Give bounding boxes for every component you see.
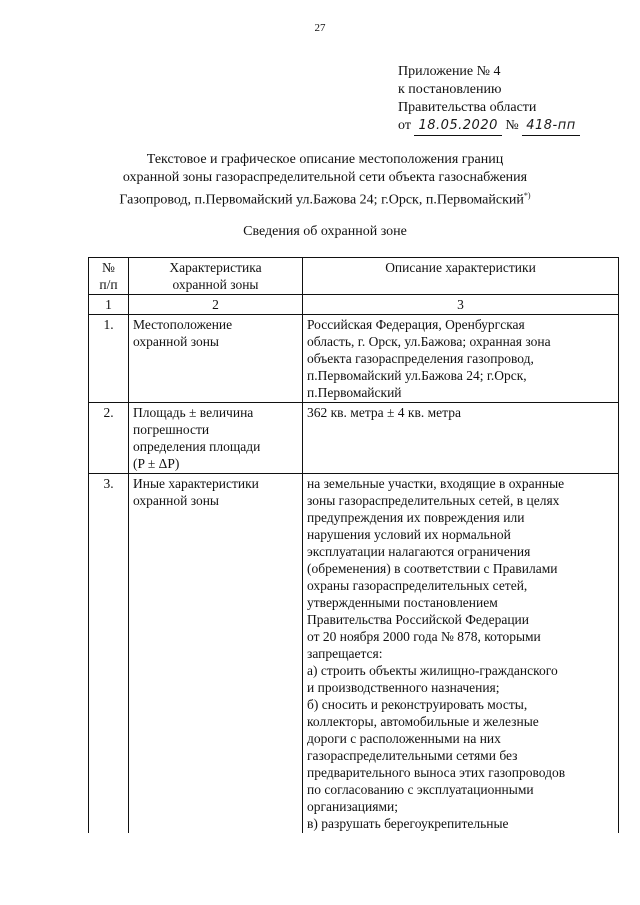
characteristic-line: охранной зоны: [133, 493, 220, 508]
description-line: предварительного выноса этих газопроводов: [307, 765, 566, 780]
header-num: [89, 258, 129, 295]
description-line: в) разрушать берегоукрепительные: [307, 816, 509, 831]
description-line: Правительства Российской Федерации: [307, 612, 529, 627]
row-number: 3.: [89, 474, 129, 834]
table-header-row: [89, 258, 619, 295]
handwritten-date: 18.05.2020: [414, 117, 501, 136]
header-characteristic: [129, 258, 303, 295]
column-number: 3: [303, 295, 619, 315]
header-num-line-2: п/п: [99, 277, 118, 292]
description-line: организациями;: [307, 799, 398, 814]
description-line: а) строить объекты жилищно-гражданского: [307, 663, 558, 678]
header-char-line-1: Характеристика: [169, 260, 262, 275]
description-line: область, г. Орск, ул.Бажова; охранная зона: [307, 334, 551, 349]
characteristic-line: (P ± ΔP): [133, 456, 180, 471]
header-description: Описание характеристики: [303, 258, 619, 295]
title-line-3-text: Газопровод, п.Первомайский ул.Бажова 24; г.Орск, п.Первомайский: [119, 192, 524, 208]
row-characteristic: [129, 315, 303, 403]
header-num-line-1: №: [102, 260, 115, 275]
description-line: п.Первомайский: [307, 385, 402, 400]
description-line: нарушения условий их нормальной: [307, 527, 511, 542]
row-characteristic: [129, 403, 303, 474]
description-line: п.Первомайский ул.Бажова 24; г.Орск,: [307, 368, 527, 383]
description-line: и производственного назначения;: [307, 680, 500, 695]
footnote-mark: *): [523, 191, 531, 200]
description-line: газораспределительными сетями без: [307, 748, 518, 763]
table-row: [89, 403, 619, 474]
description-line: эксплуатации налагаются ограничения: [307, 544, 531, 559]
appendix-block: [398, 63, 580, 136]
row-description: [303, 315, 619, 403]
characteristic-line: охранной зоны: [133, 334, 220, 349]
characteristic-line: Иные характеристики: [133, 476, 259, 491]
description-line: по согласованию с эксплуатационными: [307, 782, 534, 797]
title-line-2: охранной зоны газораспределительной сети объекта газоснабжения: [122, 170, 528, 185]
appendix-line-3: Правительства области: [398, 100, 537, 115]
row-number: 1.: [89, 315, 129, 403]
description-line: запрещается:: [307, 646, 383, 661]
header-char-line-2: охранной зоны: [172, 277, 259, 292]
appendix-date-row: [398, 117, 580, 136]
row-number: 2.: [89, 403, 129, 474]
column-number: 1: [89, 295, 129, 315]
description-line: коллекторы, автомобильные и железные: [307, 714, 539, 729]
appendix-line-1: Приложение № 4: [398, 64, 501, 79]
description-line: (обременения) в соответствии с Правилами: [307, 561, 558, 576]
page-number: 27: [314, 22, 326, 34]
number-sign: №: [505, 118, 519, 133]
date-prefix: от: [398, 118, 411, 133]
description-line: Российская Федерация, Оренбургская: [307, 317, 525, 332]
description-line: на земельные участки, входящие в охранные: [307, 476, 565, 491]
row-description: [303, 403, 619, 474]
row-characteristic: [129, 474, 303, 834]
description-line: зоны газораспределительных сетей, в целях: [307, 493, 560, 508]
description-line: 362 кв. метра ± 4 кв. метра: [307, 405, 461, 420]
description-line: б) сносить и реконструировать мосты,: [307, 697, 528, 712]
title-line-1: Текстовое и графическое описание местоположения границ: [146, 152, 504, 167]
description-line: утвержденными постановлением: [307, 595, 498, 610]
characteristic-line: Площадь ± величина: [133, 405, 254, 420]
table-row: [89, 474, 619, 834]
characteristic-line: погрешности: [133, 422, 210, 437]
section-title: Сведения об охранной зоне: [243, 224, 407, 239]
appendix-line-2: к постановлению: [398, 82, 502, 97]
column-number-row: [89, 295, 619, 315]
description-line: от 20 ноября 2000 года № 878, которыми: [307, 629, 541, 644]
title-line-3: [60, 187, 590, 210]
characteristic-line: определения площади: [133, 439, 261, 454]
document-title: [60, 151, 590, 210]
description-line: охраны газораспределительных сетей,: [307, 578, 528, 593]
protection-zone-table: [88, 257, 619, 833]
characteristic-line: Местоположение: [133, 317, 233, 332]
row-description: [303, 474, 619, 834]
description-line: объекта газораспределения газопровод,: [307, 351, 534, 366]
table-row: [89, 315, 619, 403]
description-line: предупреждения их повреждения или: [307, 510, 525, 525]
description-line: дороги с расположенными на них: [307, 731, 501, 746]
column-number: 2: [129, 295, 303, 315]
handwritten-number: 418-пп: [522, 117, 580, 136]
